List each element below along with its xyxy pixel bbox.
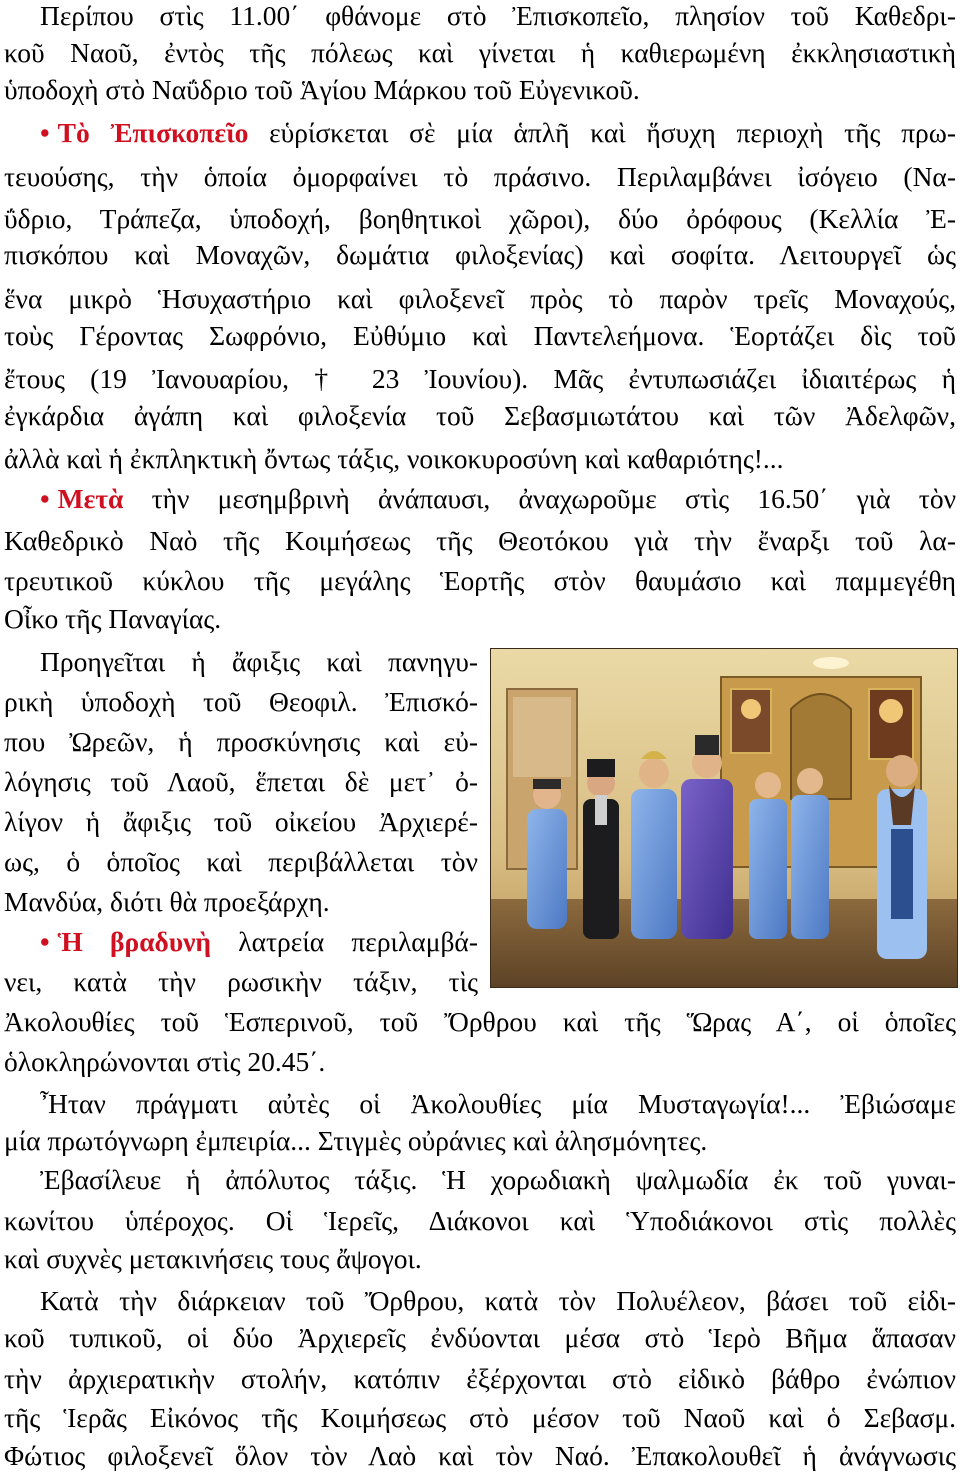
episkopeio-line-8: ἐγκάρδια ἀγάπη καὶ φιλοξενία τοῦ Σεβασμιωτάτου καὶ τῶν Ἀδελφῶν, bbox=[4, 400, 956, 431]
orthros-line-4: τῆς Ἱερᾶς Εἰκόνος τῆς Κοιμήσεως στὸ μέσον τοῦ Ναοῦ καὶ ὁ Σεβασμ. bbox=[4, 1402, 956, 1433]
proigeitai-line-3: που Ὠρεῶν, ἡ προσκύνησις καὶ εὐ- bbox=[4, 726, 478, 757]
episkopeio-line-7: ἔτους (19 Ἰανουαρίου, † 23 Ἰουνίου). Μᾶς ἐντυπωσιάζει ἰδιαιτέρως ἡ bbox=[4, 363, 956, 394]
bullet-icon: • bbox=[40, 926, 50, 957]
taxis-line-2: κωνίτου ὑπέροχος. Οἱ Ἱερεῖς, Διάκονοι καὶ Ὑποδιάκονοι στὶς πολλὲς bbox=[4, 1205, 956, 1236]
church-interior-photo bbox=[490, 648, 958, 988]
intro-line-3: ὑποδοχὴ στὸ Ναΰδριο τοῦ Ἁγίου Μάρκου τοῦ Εὐγενικοῦ. bbox=[4, 74, 640, 105]
proigeitai-line-7: Μανδύα, διότι θὰ προεξάρχη. bbox=[4, 886, 330, 917]
bullet-icon: • bbox=[40, 483, 50, 514]
meta-line-2: Καθεδρικὸ Ναὸ τῆς Κοιμήσεως τῆς Θεοτόκου γιὰ τὴν ἔναρξι τοῦ λα- bbox=[4, 525, 956, 556]
proigeitai-line-2: ρικὴ ὑποδοχὴ τοῦ Θεοφιλ. Ἐπισκό- bbox=[4, 686, 478, 717]
proigeitai-line-5: λίγον ἡ ἄφιξις τοῦ οἰκείου Ἀρχιερέ- bbox=[4, 806, 478, 837]
taxis-line-3: καὶ συχνὲς μετακινήσεις τους ἄψογοι. bbox=[4, 1243, 422, 1274]
orthros-line-2: κοῦ τυπικοῦ, οἱ δύο Ἀρχιερεῖς ἐνδύονται μέσα στὸ Ἱερὸ Βῆμα ἅπασαν bbox=[4, 1322, 956, 1353]
proigeitai-line-6: ως, ὁ ὁποῖος καὶ περιβάλλεται τὸν bbox=[4, 846, 478, 877]
vradyni-line-4: ὁλοκληρώνονται στὶς 20.45΄. bbox=[4, 1046, 326, 1077]
mystagogia-line-1: Ἦταν πράγματι αὐτὲς οἱ Ἀκολουθίες μία Μυσταγωγία!... Ἐβιώσαμε bbox=[40, 1088, 956, 1119]
orthros-line-3: τὴν ἀρχιερατικὴν στολήν, κατόπιν ἐξέρχονται στὸ εἰδικὸ βάθρο ἐνώπιον bbox=[4, 1363, 956, 1394]
mystagogia-line-2: μία πρωτόγνωρη ἐμπειρία... Στιγμὲς οὐράνιες καὶ ἀλησμόνητες. bbox=[4, 1125, 708, 1156]
bullet-icon: • bbox=[40, 117, 50, 148]
orthros-line-5: Φώτιος φιλοξενεῖ ὅλον τὸν Λαὸ καὶ τὸν Ναό. Ἐπακολουθεῖ ἡ ἀνάγνωσις bbox=[4, 1440, 956, 1471]
meta-line-4: Οἶκο τῆς Παναγίας. bbox=[4, 603, 222, 634]
vradyni-line-1-text: λατρεία περιλαμβά- bbox=[211, 926, 478, 957]
meta-line-1-text: τὴν μεσημβρινὴ ἀνάπαυσι, ἀναχωροῦμε στὶς 16.50΄ γιὰ τὸν bbox=[123, 483, 956, 514]
intro-line-2: κοῦ Ναοῦ, ἐντὸς τῆς πόλεως καὶ γίνεται ἡ καθιερωμένη ἐκκλησιαστικὴ bbox=[4, 37, 956, 68]
vradyni-line-1 bbox=[40, 924, 478, 960]
meta-heading: Μετὰ bbox=[57, 483, 124, 514]
intro-line-1: Περίπου στὶς 11.00΄ φθάνομε στὸ Ἐπισκοπεῖο, πλησίον τοῦ Καθεδρι- bbox=[40, 0, 956, 31]
taxis-line-1: Ἐβασίλευε ἡ ἀπόλυτος τάξις. Ἡ χορωδιακὴ ψαλμωδία ἐκ τοῦ γυναι- bbox=[40, 1164, 956, 1195]
episkopeio-line-9: ἀλλὰ καὶ ἡ ἐκπληκτικὴ ὄντως τάξις, νοικοκυροσύνη καὶ καθαριότης!... bbox=[4, 443, 784, 474]
meta-line-1 bbox=[40, 481, 956, 517]
proigeitai-line-1: Προηγεῖται ἡ ἄφιξις καὶ πανηγυ- bbox=[40, 646, 478, 677]
vradyni-line-3: Ἀκολουθίες τοῦ Ἑσπερινοῦ, τοῦ Ὄρθρου καὶ τῆς Ὥρας Α΄, οἱ ὁποῖες bbox=[4, 1006, 956, 1037]
vradyni-line-2: νει, κατὰ τὴν ρωσικὴν τάξιν, τὶς bbox=[4, 966, 478, 997]
episkopeio-line-5: ἕνα μικρὸ Ἡσυχαστήριο καὶ φιλοξενεῖ πρὸς τὸ παρὸν τρεῖς Μοναχούς, bbox=[4, 283, 956, 314]
vradyni-heading: Ἡ βραδυνὴ bbox=[57, 926, 211, 957]
meta-line-3: τρευτικοῦ κύκλου τῆς μεγάλης Ἑορτῆς στὸν θαυμάσιο καὶ παμμεγέθη bbox=[4, 565, 956, 596]
episkopeio-line-3: ΰδριο, Τράπεζα, ὑποδοχή, βοηθητικοὶ χῶροι), δύο ὀρόφους (Κελλία Ἐ- bbox=[4, 203, 956, 234]
episkopeio-heading: Τὸ Ἐπισκοπεῖο bbox=[57, 117, 249, 148]
proigeitai-line-4: λόγησις τοῦ Λαοῦ, ἕπεται δὲ μετ᾽ ὀ- bbox=[4, 766, 478, 797]
episkopeio-line-4: πισκόπου καὶ Μοναχῶν, δωμάτια φιλοξενίας) καὶ σοφίτα. Λειτουργεῖ ὡς bbox=[4, 239, 956, 270]
episkopeio-line-1-text: εὑρίσκεται σὲ μία ἁπλῆ καὶ ἥσυχη περιοχὴ τῆς πρω- bbox=[248, 117, 956, 148]
episkopeio-line-2: τευούσης, τὴν ὁποία ὀμορφαίνει τὸ πράσινο. Περιλαμβάνει ἰσόγειο (Να- bbox=[4, 161, 956, 192]
photo-illustration bbox=[491, 649, 957, 987]
orthros-line-1: Κατὰ τὴν διάρκειαν τοῦ Ὄρθρου, κατὰ τὸν Πολυέλεον, βάσει τοῦ εἰδι- bbox=[40, 1285, 956, 1316]
episkopeio-line-6: τοὺς Γέροντας Σωφρόνιο, Εὐθύμιο καὶ Παντελεήμονα. Ἑορτάζει δὶς τοῦ bbox=[4, 320, 956, 351]
episkopeio-line-1 bbox=[40, 115, 956, 151]
